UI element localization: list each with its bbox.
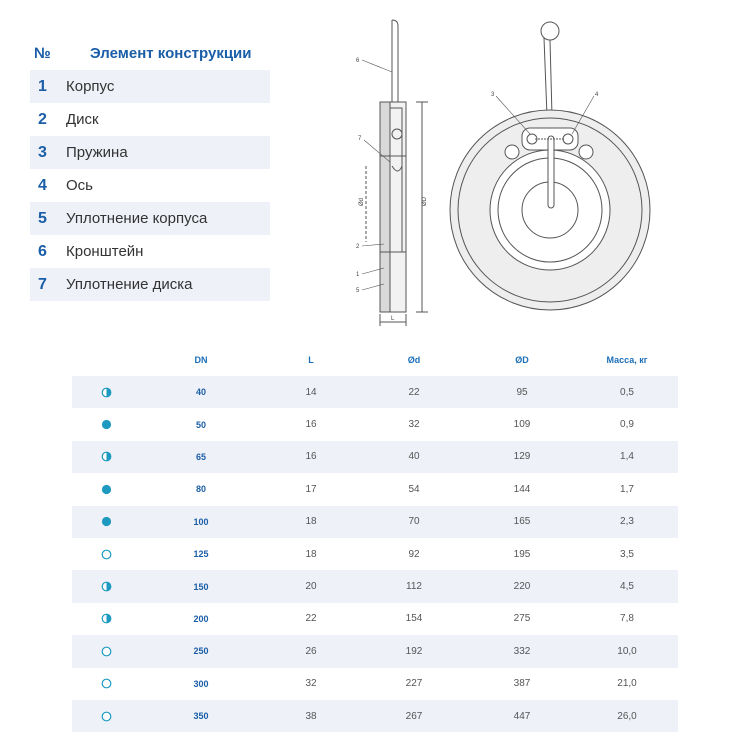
callout-7: 7: [358, 136, 362, 142]
spec-inner-d: 70: [408, 516, 420, 528]
spec-inner-d: 32: [408, 419, 420, 431]
spec-l: 32: [305, 678, 317, 690]
spec-inner-d: 92: [408, 548, 420, 560]
spec-row: [72, 441, 678, 473]
part-name: Пружина: [66, 144, 128, 161]
spec-dn: 200: [193, 613, 209, 624]
specs-header-l: L: [308, 355, 314, 365]
full-circle-icon: [72, 484, 140, 495]
parts-header: [30, 36, 270, 70]
spec-inner-d: 154: [405, 613, 423, 625]
spec-mass: 3,5: [620, 548, 634, 560]
part-name: Диск: [66, 111, 99, 128]
spec-dn: 350: [193, 711, 209, 722]
callout-2-side: 2: [356, 244, 360, 250]
spec-inner-d: 227: [405, 678, 423, 690]
spec-mass: 0,9: [620, 419, 634, 431]
spec-row: [72, 668, 678, 700]
part-row: [30, 202, 270, 235]
part-name: Уплотнение диска: [66, 276, 193, 293]
dim-outer-diameter: ØD: [422, 197, 428, 206]
spec-outer-d: 275: [513, 613, 531, 625]
empty-circle-icon: [72, 678, 140, 689]
specs-header-mass: Масса, кг: [606, 355, 648, 365]
specs-header-D: ØD: [515, 355, 529, 365]
spec-inner-d: 267: [405, 710, 423, 722]
spec-mass: 21,0: [617, 678, 637, 690]
spec-inner-d: 22: [408, 386, 420, 398]
spec-outer-d: 144: [513, 483, 531, 495]
full-circle-icon: [72, 419, 140, 430]
side-section-view: [366, 20, 428, 326]
spec-dn: 100: [193, 516, 209, 527]
spec-mass: 0,5: [620, 386, 634, 398]
spec-outer-d: 129: [513, 451, 531, 463]
spec-mass: 1,7: [620, 483, 634, 495]
empty-circle-icon: [72, 549, 140, 560]
part-row: [30, 103, 270, 136]
spec-l: 22: [305, 613, 317, 625]
dim-length: L: [391, 316, 395, 322]
spec-l: 18: [305, 548, 317, 560]
spec-l: 17: [305, 483, 317, 495]
spec-mass: 7,8: [620, 613, 634, 625]
specs-header: [72, 344, 678, 376]
spec-dn: 65: [195, 451, 206, 462]
front-view: [450, 22, 650, 310]
spec-mass: 26,0: [617, 710, 637, 722]
spec-row: [72, 538, 678, 570]
specs-header-dn: DN: [194, 355, 208, 365]
parts-header-number: №: [34, 44, 51, 62]
part-row: [30, 235, 270, 268]
callout-6: 6: [356, 58, 360, 64]
spec-inner-d: 192: [405, 645, 423, 657]
spec-outer-d: 387: [513, 678, 531, 690]
spec-row: [72, 506, 678, 538]
spec-dn: 40: [195, 387, 206, 398]
spec-outer-d: 332: [513, 645, 531, 657]
half-circle-icon: [72, 387, 140, 398]
spec-l: 14: [305, 386, 317, 398]
spec-mass: 10,0: [617, 645, 637, 657]
spec-row: [72, 570, 678, 602]
spec-outer-d: 109: [513, 419, 531, 431]
callout-3: 3: [491, 92, 495, 98]
spec-row: [72, 603, 678, 635]
part-number: 2: [38, 110, 47, 128]
specs-header-d: Ød: [407, 355, 421, 365]
spec-row: [72, 473, 678, 505]
spec-mass: 4,5: [620, 581, 634, 593]
parts-list: [30, 36, 270, 301]
spec-dn: 125: [193, 549, 209, 560]
part-row: [30, 136, 270, 169]
spec-l: 16: [305, 419, 317, 431]
spec-dn: 150: [193, 581, 209, 592]
part-number: 1: [38, 77, 47, 95]
part-number: 7: [38, 275, 47, 293]
part-name: Корпус: [66, 78, 115, 95]
specs-table: [72, 344, 678, 732]
spec-l: 20: [305, 581, 317, 593]
part-name: Уплотнение корпуса: [66, 210, 208, 227]
part-name: Кронштейн: [66, 243, 144, 260]
callout-5: 5: [356, 288, 360, 294]
spec-outer-d: 165: [513, 516, 531, 528]
spec-l: 18: [305, 516, 317, 528]
spec-l: 16: [305, 451, 317, 463]
half-circle-icon: [72, 613, 140, 624]
part-row: [30, 268, 270, 301]
spec-row: [72, 635, 678, 667]
dim-inner-diameter: Ød: [359, 197, 365, 206]
spec-mass: 2,3: [620, 516, 634, 528]
spec-inner-d: 40: [408, 451, 420, 463]
valve-drawing-svg: [340, 16, 730, 326]
part-name: Ось: [66, 177, 93, 194]
spec-inner-d: 54: [408, 483, 420, 495]
half-circle-icon: [72, 451, 140, 462]
part-number: 5: [38, 209, 47, 227]
spec-dn: 300: [193, 678, 209, 689]
spec-dn: 50: [195, 419, 206, 430]
spec-dn: 80: [195, 484, 206, 495]
part-number: 4: [38, 176, 47, 194]
part-row: [30, 169, 270, 202]
full-circle-icon: [72, 516, 140, 527]
callout-4: 4: [595, 92, 599, 98]
spec-row: [72, 408, 678, 440]
spec-row: [72, 376, 678, 408]
spec-outer-d: 220: [513, 581, 531, 593]
spec-mass: 1,4: [620, 451, 634, 463]
part-row: [30, 70, 270, 103]
part-number: 6: [38, 242, 47, 260]
spec-outer-d: 95: [516, 386, 528, 398]
part-number: 3: [38, 143, 47, 161]
spec-l: 38: [305, 710, 317, 722]
spec-inner-d: 112: [406, 581, 422, 593]
spec-l: 26: [305, 645, 317, 657]
parts-header-title: Элемент конструкции: [90, 44, 252, 62]
callout-1: 1: [356, 272, 360, 278]
empty-circle-icon: [72, 711, 140, 722]
half-circle-icon: [72, 581, 140, 592]
valve-drawing: [340, 16, 730, 326]
spec-outer-d: 447: [513, 710, 531, 722]
spec-row: [72, 700, 678, 732]
empty-circle-icon: [72, 646, 140, 657]
spec-dn: 250: [193, 646, 209, 657]
spec-outer-d: 195: [513, 548, 531, 560]
